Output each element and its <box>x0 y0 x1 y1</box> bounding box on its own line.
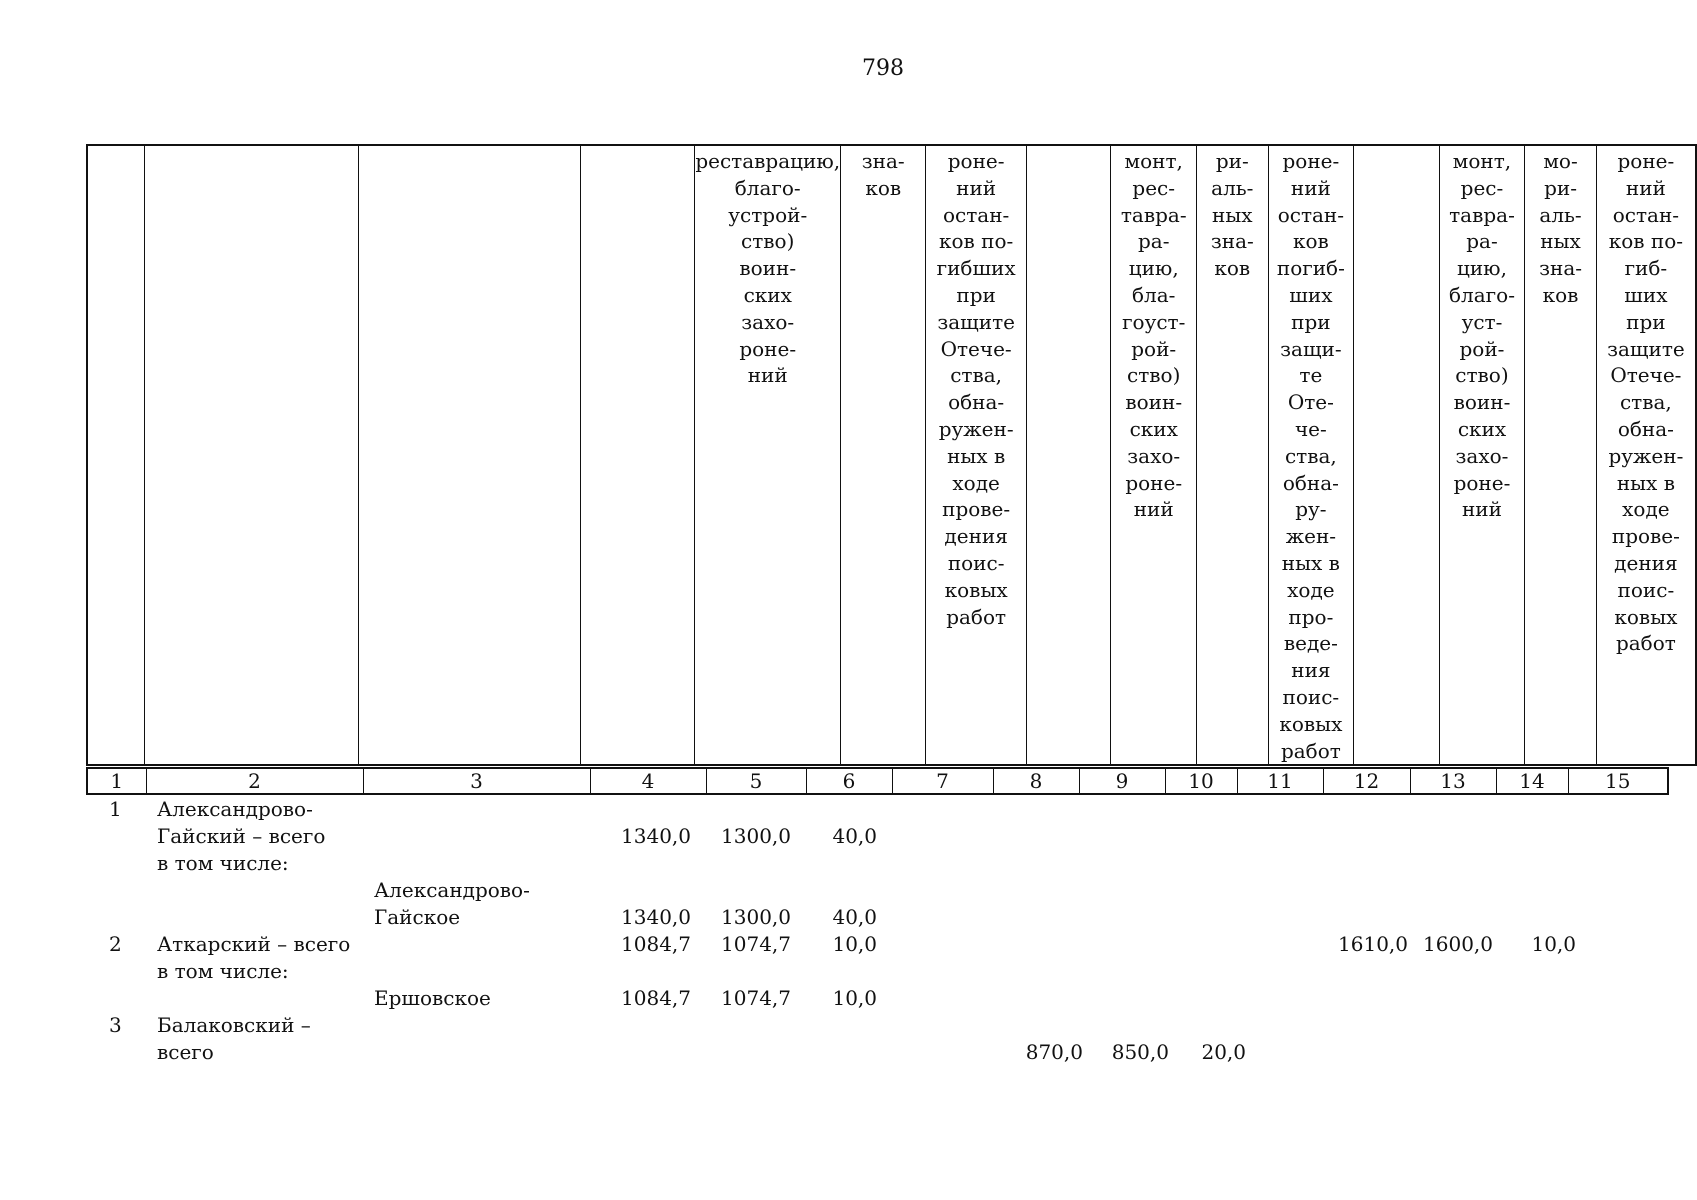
column-number: 2 <box>146 768 363 794</box>
header-cell-15: роне- ний остан- ков по- гиб- ших при защите Отече- ства, обна- ружен- ных в ходе прове- дения поис- ковых работ <box>1596 145 1696 765</box>
column-number: 6 <box>806 768 892 794</box>
column-number: 15 <box>1568 768 1668 794</box>
header-cell-10: ри- аль- ных зна- ков <box>1197 145 1268 765</box>
column-number: 7 <box>892 768 993 794</box>
settlement-name: Ершовское <box>374 986 491 1010</box>
table-row <box>86 796 1668 877</box>
table-row <box>86 931 1668 985</box>
district-name: Балаковский – всего <box>157 1013 311 1064</box>
value-col-14: 10,0 <box>1531 932 1576 956</box>
value-col-8: 870,0 <box>1025 1040 1083 1064</box>
header-cell-7: роне- ний остан- ков по- гибших при защите Отече- ства, обна- ружен- ных в ходе прове- дения поис- ковых работ <box>926 145 1027 765</box>
district-name: Аткарский – всего в том числе: <box>157 932 351 983</box>
value-col-5: 1300,0 <box>721 824 791 848</box>
column-number: 3 <box>363 768 590 794</box>
value-col-9: 850,0 <box>1111 1040 1169 1064</box>
value-col-6: 40,0 <box>832 824 877 848</box>
column-number: 9 <box>1079 768 1165 794</box>
value-col-6: 10,0 <box>832 932 877 956</box>
header-cell-8 <box>1026 145 1110 765</box>
header-cell-5: реставрацию, благо- устрой- ство) воин- ских захо- роне- ний <box>695 145 841 765</box>
column-number: 10 <box>1165 768 1237 794</box>
header-cell-4 <box>581 145 695 765</box>
column-numbers-row <box>86 767 1669 795</box>
district-name: Александрово- Гайский – всего в том числе: <box>157 797 326 875</box>
column-number: 5 <box>706 768 806 794</box>
table-row <box>86 877 1668 931</box>
value-col-12: 1610,0 <box>1338 932 1408 956</box>
header-cell-2 <box>145 145 358 765</box>
column-number: 13 <box>1410 768 1496 794</box>
header-cell-1 <box>87 145 145 765</box>
row-number: 2 <box>109 932 122 956</box>
row-number: 1 <box>109 797 122 821</box>
column-number: 11 <box>1237 768 1323 794</box>
value-col-4: 1340,0 <box>621 824 691 848</box>
value-col-6: 10,0 <box>832 986 877 1010</box>
header-cell-9: монт, рес- тавра- ра- цию, бла- гоуст- рой- ство) воин- ских захо- роне- ний <box>1111 145 1197 765</box>
value-col-10: 20,0 <box>1201 1040 1246 1064</box>
value-col-13: 1600,0 <box>1423 932 1493 956</box>
value-col-6: 40,0 <box>832 905 877 929</box>
table-row <box>86 985 1668 1012</box>
header-cell-3 <box>358 145 581 765</box>
header-cell-11: роне- ний остан- ков погиб- ших при защи- те Оте- че- ства, обна- ру- жен- ных в ходе про- веде- ния поис- ковых работ <box>1268 145 1354 765</box>
header-cell-6: зна- ков <box>841 145 926 765</box>
column-number: 12 <box>1323 768 1410 794</box>
column-number: 1 <box>87 768 146 794</box>
settlement-name: Александрово- Гайское <box>374 878 530 929</box>
table-header <box>86 144 1697 766</box>
column-number: 4 <box>590 768 706 794</box>
header-cell-14: мо- ри- аль- ных зна- ков <box>1525 145 1596 765</box>
column-number: 8 <box>993 768 1079 794</box>
column-number: 14 <box>1496 768 1568 794</box>
value-col-5: 1074,7 <box>721 986 791 1010</box>
value-col-5: 1074,7 <box>721 932 791 956</box>
table-row <box>86 1012 1668 1066</box>
value-col-5: 1300,0 <box>721 905 791 929</box>
value-col-4: 1340,0 <box>621 905 691 929</box>
row-number: 3 <box>109 1013 122 1037</box>
value-col-4: 1084,7 <box>621 986 691 1010</box>
page-number: 798 <box>862 56 904 81</box>
header-cell-12 <box>1354 145 1439 765</box>
value-col-4: 1084,7 <box>621 932 691 956</box>
header-cell-13: монт, рес- тавра- ра- цию, благо- уст- рой- ство) воин- ских захо- роне- ний <box>1439 145 1525 765</box>
